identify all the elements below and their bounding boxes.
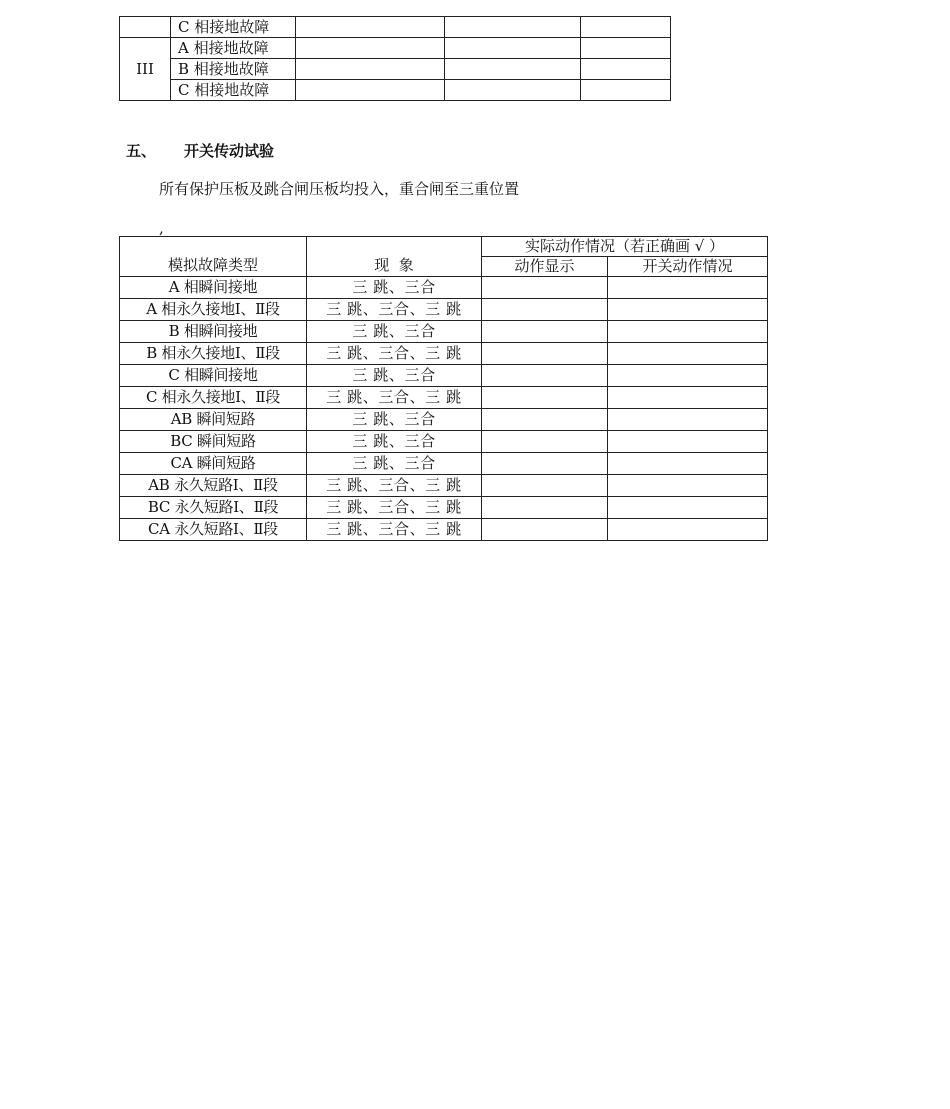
phenomenon-cell: 三 跳、三合、三 跳 xyxy=(307,299,482,321)
table-row xyxy=(120,431,768,453)
table-row xyxy=(120,453,768,475)
header-switch-action: 开关动作情况 xyxy=(608,257,768,277)
header-actual-action: 实际动作情况（若正确画 √ ） xyxy=(482,237,768,257)
phenomenon-cell: 三 跳、三合、三 跳 xyxy=(307,387,482,409)
group-label-cell: III xyxy=(120,38,171,101)
blank-cell xyxy=(445,17,581,38)
fault-type-cell: BC 永久短路Ⅰ、Ⅱ段 xyxy=(120,497,307,519)
blank-cell xyxy=(296,80,445,101)
test-table-body xyxy=(120,277,768,541)
section-heading xyxy=(126,141,274,161)
header-phenomenon: 现 象 xyxy=(307,237,482,277)
header-fault-type: 模拟故障类型 xyxy=(120,237,307,277)
fault-type-cell: C 相永久接地Ⅰ、Ⅱ段 xyxy=(120,387,307,409)
action-display-cell xyxy=(482,431,608,453)
fault-cell: C 相接地故障 xyxy=(171,80,296,101)
fault-type-cell: AB 永久短路Ⅰ、Ⅱ段 xyxy=(120,475,307,497)
table-row xyxy=(120,80,671,101)
phenomenon-cell: 三 跳、三合、三 跳 xyxy=(307,519,482,541)
blank-cell xyxy=(296,59,445,80)
phenomenon-cell: 三 跳、三合 xyxy=(307,431,482,453)
fault-type-cell: A 相瞬间接地 xyxy=(120,277,307,299)
fault-type-cell: CA 瞬间短路 xyxy=(120,453,307,475)
table-row xyxy=(120,519,768,541)
fault-type-cell: BC 瞬间短路 xyxy=(120,431,307,453)
stray-comma: , xyxy=(159,219,164,237)
action-display-cell xyxy=(482,365,608,387)
switch-action-cell xyxy=(608,475,768,497)
action-display-cell xyxy=(482,299,608,321)
action-display-cell xyxy=(482,409,608,431)
table-row xyxy=(120,365,768,387)
phenomenon-cell: 三 跳、三合、三 跳 xyxy=(307,475,482,497)
blank-cell xyxy=(445,80,581,101)
switch-action-cell xyxy=(608,277,768,299)
blank-cell xyxy=(296,17,445,38)
table-row xyxy=(120,38,671,59)
table-row xyxy=(120,343,768,365)
table-row xyxy=(120,475,768,497)
switch-action-cell xyxy=(608,387,768,409)
blank-cell xyxy=(581,80,671,101)
fault-type-cell: C 相瞬间接地 xyxy=(120,365,307,387)
table-header-row xyxy=(120,237,768,257)
section-intro-text: 所有保护压板及跳合闸压板均投入，重合闸至三重位置 xyxy=(159,180,520,198)
section-number: 五、 xyxy=(126,142,157,160)
switch-action-cell xyxy=(608,431,768,453)
switch-action-cell xyxy=(608,497,768,519)
action-display-cell xyxy=(482,343,608,365)
header-action-display: 动作显示 xyxy=(482,257,608,277)
action-display-cell xyxy=(482,519,608,541)
action-display-cell xyxy=(482,497,608,519)
switch-action-cell xyxy=(608,409,768,431)
blank-cell xyxy=(445,38,581,59)
fault-type-cell: B 相瞬间接地 xyxy=(120,321,307,343)
action-display-cell xyxy=(482,277,608,299)
switch-transmission-test-table xyxy=(119,236,768,541)
blank-cell xyxy=(581,59,671,80)
table-row xyxy=(120,17,671,38)
fault-type-cell: A 相永久接地Ⅰ、Ⅱ段 xyxy=(120,299,307,321)
phase-cell xyxy=(120,17,171,38)
phenomenon-cell: 三 跳、三合 xyxy=(307,277,482,299)
action-display-cell xyxy=(482,387,608,409)
phenomenon-cell: 三 跳、三合、三 跳 xyxy=(307,497,482,519)
switch-action-cell xyxy=(608,519,768,541)
fault-cell: B 相接地故障 xyxy=(171,59,296,80)
action-display-cell xyxy=(482,321,608,343)
action-display-cell xyxy=(482,453,608,475)
fault-type-cell: AB 瞬间短路 xyxy=(120,409,307,431)
fault-cell: C 相接地故障 xyxy=(171,17,296,38)
ground-fault-table-fragment xyxy=(119,16,671,101)
phenomenon-cell: 三 跳、三合 xyxy=(307,321,482,343)
switch-action-cell xyxy=(608,299,768,321)
fault-type-cell: CA 永久短路Ⅰ、Ⅱ段 xyxy=(120,519,307,541)
blank-cell xyxy=(581,17,671,38)
switch-action-cell xyxy=(608,343,768,365)
switch-action-cell xyxy=(608,365,768,387)
table-row xyxy=(120,321,768,343)
blank-cell xyxy=(296,38,445,59)
phenomenon-cell: 三 跳、三合 xyxy=(307,409,482,431)
table-row xyxy=(120,299,768,321)
table-row xyxy=(120,59,671,80)
section-title: 开关传动试验 xyxy=(184,142,275,160)
table-row xyxy=(120,409,768,431)
switch-action-cell xyxy=(608,453,768,475)
switch-action-cell xyxy=(608,321,768,343)
table-row xyxy=(120,497,768,519)
phenomenon-cell: 三 跳、三合 xyxy=(307,453,482,475)
fault-type-cell: B 相永久接地Ⅰ、Ⅱ段 xyxy=(120,343,307,365)
blank-cell xyxy=(445,59,581,80)
blank-cell xyxy=(581,38,671,59)
phenomenon-cell: 三 跳、三合、三 跳 xyxy=(307,343,482,365)
table-row xyxy=(120,277,768,299)
table-row xyxy=(120,387,768,409)
fault-cell: A 相接地故障 xyxy=(171,38,296,59)
phenomenon-cell: 三 跳、三合 xyxy=(307,365,482,387)
action-display-cell xyxy=(482,475,608,497)
